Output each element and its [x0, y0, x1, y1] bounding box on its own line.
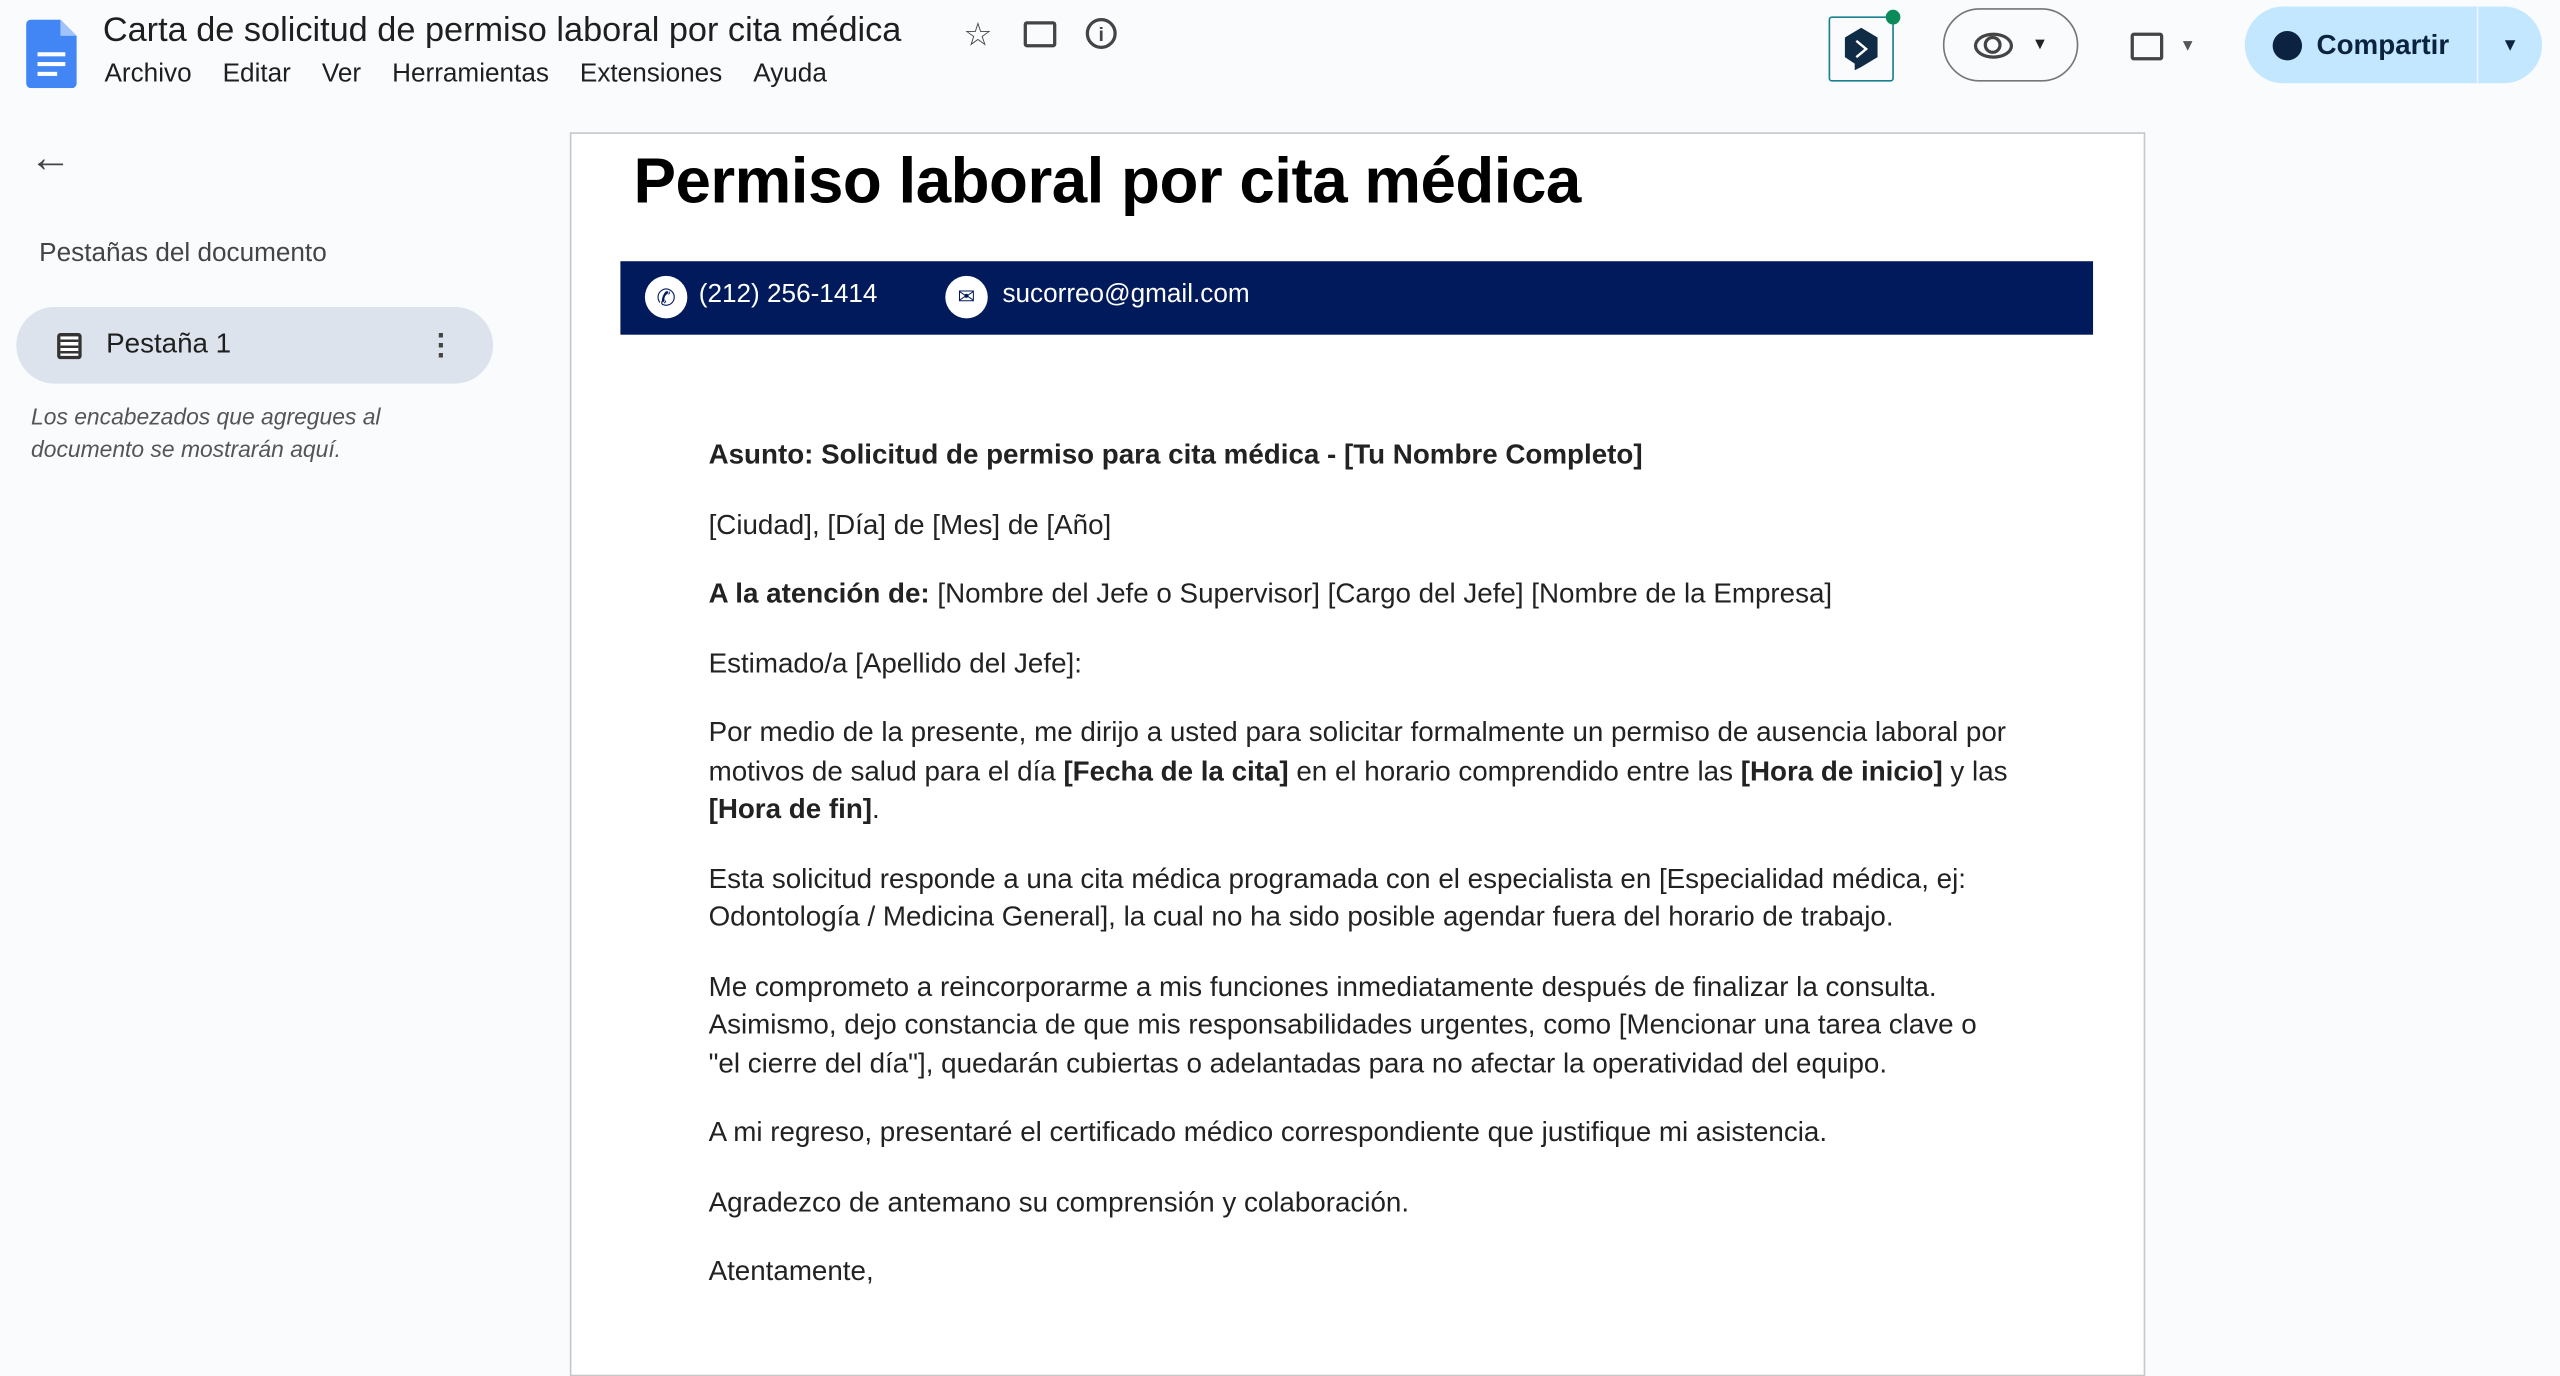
document-heading: Permiso laboral por cita médica [633, 146, 1581, 218]
paragraph-2: Esta solicitud responde a una cita médica programada con el especialista en [Especialidad médica, ej: Odontología / Medicina General], la cual no ha sido posible agendar fuera del horario de trabajo. [708, 862, 1966, 933]
back-arrow-icon[interactable]: ← [29, 131, 72, 181]
document-page[interactable] [570, 132, 2146, 1376]
date-line: [Ciudad], [Día] de [Mes] de [Año] [708, 508, 1112, 540]
info-icon[interactable]: i [1086, 18, 1117, 49]
share-button-group [2245, 7, 2542, 84]
document-icon [57, 333, 81, 359]
menu-archivo[interactable]: Archivo [104, 60, 192, 89]
video-camera-icon [2131, 32, 2164, 60]
share-button[interactable] [2245, 7, 2478, 84]
sidebar-heading: Pestañas del documento [39, 239, 327, 268]
greeting: Estimado/a [Apellido del Jefe]: [708, 647, 1082, 679]
email-address: sucorreo@gmail.com [1002, 280, 1250, 309]
menu-herramientas[interactable]: Herramientas [392, 60, 549, 89]
paragraph-5: Agradezco de antemano su comprensión y colaboración. [708, 1186, 1410, 1218]
star-icon[interactable]: ☆ [963, 17, 993, 54]
menu-extensiones[interactable]: Extensiones [579, 60, 723, 89]
paragraph-4: A mi regreso, presentaré el certificado médico correspondiente que justifique mi asistencia. [708, 1116, 1828, 1148]
globe-icon [2272, 30, 2301, 59]
move-folder-icon[interactable] [1024, 21, 1057, 47]
attention-line: A la atención de: [Nombre del Jefe o Supervisor] [Cargo del Jefe] [Nombre de la Empresa] [708, 577, 1833, 609]
docs-logo[interactable] [26, 20, 77, 89]
view-mode-button[interactable] [1943, 8, 2079, 81]
share-label: Compartir [2316, 28, 2450, 60]
closing: Atentamente, [708, 1255, 874, 1287]
menu-bar [104, 60, 826, 89]
extension-button[interactable] [1829, 16, 1894, 81]
phone-icon: ✆ [645, 276, 687, 318]
menu-ver[interactable]: Ver [321, 60, 362, 89]
letter-body [709, 436, 2015, 1322]
paragraph-3: Me comprometo a reincorporarme a mis funciones inmediatamente después de finalizar la consulta. Asimismo, dejo constancia de que mis responsabilidades urgentes, como [Mencionar una tarea clave o "el cierre del día"], quedarán cubiertas o adelantadas para no afectar la operatividad del equipo. [708, 970, 1977, 1079]
paragraph-1: Por medio de la presente, me dirijo a usted para solicitar formalmente un permiso de ausencia laboral por motivos de salud para el día [Fecha de la cita] en el horario comprendido entre las [Hora de inicio] y las [Hora de fin]. [708, 716, 2008, 825]
chevron-down-icon: ▼ [2031, 35, 2049, 54]
headings-hint: Los encabezados que agregues al documento se mostrarán aquí. [31, 403, 381, 463]
status-dot [1886, 10, 1901, 25]
share-options-button[interactable] [2478, 7, 2542, 84]
subject-line: Asunto: Solicitud de permiso para cita médica - [Tu Nombre Completo] [708, 439, 1643, 471]
eye-icon [1973, 32, 2012, 58]
meet-button[interactable] [2119, 20, 2207, 72]
more-options-icon[interactable]: ⋮ [426, 327, 456, 360]
extension-icon [1843, 28, 1879, 70]
document-title[interactable]: Carta de solicitud de permiso laboral por cita médica [102, 11, 902, 49]
contact-bar [620, 261, 2093, 334]
menu-editar[interactable]: Editar [222, 60, 291, 89]
chevron-down-icon: ▼ [2179, 36, 2196, 55]
chevron-down-icon: ▼ [2501, 35, 2520, 55]
sidebar-tab-1[interactable] [16, 307, 493, 384]
phone-number: (212) 256-1414 [698, 280, 878, 309]
email-icon: ✉ [945, 276, 987, 318]
tab-label: Pestaña 1 [106, 328, 232, 360]
menu-ayuda[interactable]: Ayuda [753, 60, 827, 89]
